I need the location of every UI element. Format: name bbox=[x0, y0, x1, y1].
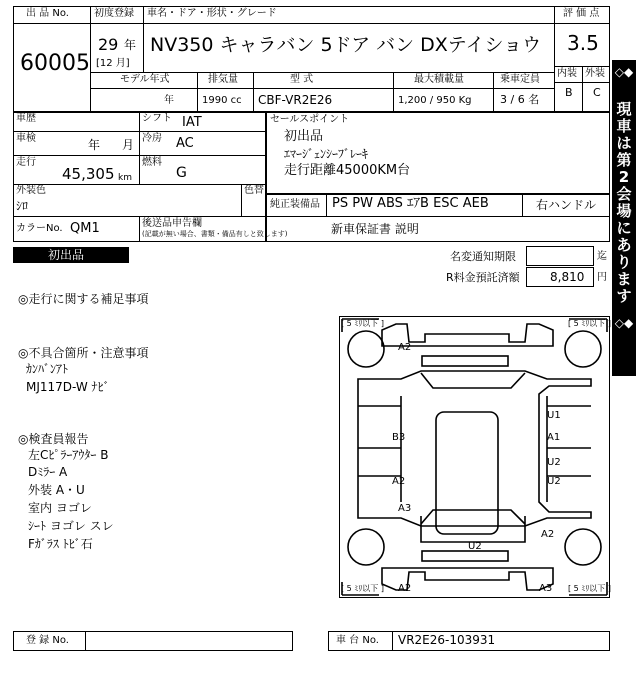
driving-notes-title: ◎走行に関する補足事項 bbox=[18, 292, 149, 306]
lot-label: 出 品 No. bbox=[26, 8, 69, 19]
shift-value: IAT bbox=[182, 115, 202, 130]
sales-point-title: セールスポイント bbox=[270, 114, 350, 125]
inspection-year: 年 bbox=[88, 138, 101, 152]
divider bbox=[493, 72, 494, 112]
sales-point-line: ｴﾏｰｼﾞｪﾝｼｰﾌﾞﾚｰｷ bbox=[284, 147, 369, 161]
defects-title: ◎不具合箇所・注意事項 bbox=[18, 346, 149, 360]
divider bbox=[13, 131, 266, 132]
side-notice-char: ま bbox=[616, 270, 632, 288]
car-name: NV350 キャラバン 5ドア バン DXテイショウ bbox=[150, 34, 542, 56]
damage-mark: U2 bbox=[468, 541, 482, 552]
divider bbox=[241, 184, 242, 216]
reg-year-unit: 年 bbox=[124, 38, 137, 52]
displacement-label: 排気量 bbox=[208, 74, 238, 85]
model-year-value: 年 bbox=[164, 95, 174, 106]
divider bbox=[266, 216, 610, 217]
inspector-line: 室内 ヨゴレ bbox=[28, 501, 92, 515]
side-notice-char: に bbox=[616, 219, 632, 237]
reg-no-label: 登 録 No. bbox=[26, 635, 69, 646]
lot-number: 60005 bbox=[20, 51, 90, 76]
side-notice-char: あ bbox=[616, 236, 632, 254]
tire-depth-top-right: [ 5 ﾐﾘ以下 ] bbox=[568, 319, 611, 328]
recycle-value: 8,810 bbox=[550, 270, 585, 284]
divider bbox=[139, 216, 140, 242]
tire-depth-top-left: [ 5 ﾐﾘ以下 ] bbox=[341, 319, 384, 328]
ext-color-value: ｼﾛ bbox=[16, 199, 29, 213]
capacity-value: 3 / 6 名 bbox=[500, 93, 540, 106]
side-notice-char: 現 bbox=[616, 100, 632, 118]
inspector-line: Fｶﾞﾗｽ ﾄﾋﾞ石 bbox=[28, 537, 93, 551]
exterior-grade: C bbox=[593, 86, 601, 99]
divider bbox=[13, 155, 266, 156]
docs-label: 後送品申告欄 bbox=[142, 218, 202, 229]
inspector-line: 外装 A・U bbox=[28, 483, 85, 497]
inspector-line: 左Cﾋﾟﾗｰｱｳﾀｰ B bbox=[28, 448, 109, 462]
divider bbox=[326, 194, 327, 216]
vehicle-outline bbox=[339, 316, 610, 598]
side-notice-bottom: ◇◆ bbox=[614, 316, 634, 330]
color-change-label: 色替 bbox=[244, 185, 264, 196]
side-notice-top: ◇◆ bbox=[614, 65, 634, 79]
score: 3.5 bbox=[567, 31, 599, 55]
type-label: 型 式 bbox=[290, 74, 314, 85]
side-notice-char: 会 bbox=[616, 185, 632, 203]
inspection-month: 月 bbox=[122, 138, 135, 152]
ac-value: AC bbox=[176, 136, 194, 151]
divider bbox=[143, 6, 144, 72]
divider bbox=[522, 194, 523, 216]
damage-mark: A3 bbox=[539, 583, 553, 594]
side-notice-char: 2 bbox=[618, 168, 630, 186]
chassis-label: 車 台 No. bbox=[336, 635, 379, 646]
score-label: 評 価 点 bbox=[563, 8, 600, 19]
inspector-line: Dﾐﾗｰ A bbox=[28, 465, 68, 479]
damage-mark: A2 bbox=[398, 342, 412, 353]
defects-line: ｶﾝﾊﾞﾝｱﾄ bbox=[26, 362, 69, 376]
side-notice-char: 場 bbox=[616, 202, 632, 220]
steering-side: 右ハンドル bbox=[536, 198, 597, 212]
damage-mark: U1 bbox=[547, 410, 561, 421]
damage-mark: A2 bbox=[392, 476, 406, 487]
car-name-label: 車名・ドア・形状・グレード bbox=[147, 8, 277, 19]
side-notice-char: 車 bbox=[616, 117, 632, 135]
exterior-label: 外装 bbox=[585, 68, 605, 79]
damage-mark: A3 bbox=[398, 503, 412, 514]
divider bbox=[139, 112, 140, 184]
max-load-label: 最大積載量 bbox=[414, 74, 464, 85]
tire-depth-bottom-right: [ 5 ﾐﾘ以下 ] bbox=[568, 584, 611, 593]
ac-label: 冷房 bbox=[142, 133, 162, 144]
color-no-label: カラーNo. bbox=[16, 223, 63, 234]
divider bbox=[13, 184, 266, 185]
inspection-label: 車検 bbox=[16, 133, 36, 144]
damage-mark: B3 bbox=[392, 432, 406, 443]
divider bbox=[554, 23, 610, 24]
interior-label: 内装 bbox=[557, 68, 577, 79]
side-notice-char: り bbox=[616, 253, 632, 271]
divider bbox=[90, 72, 554, 73]
divider bbox=[392, 631, 393, 651]
divider bbox=[197, 72, 198, 112]
name-change-suffix: 迄 bbox=[597, 251, 607, 262]
model-year-label: モデル年式 bbox=[120, 74, 170, 85]
divider bbox=[554, 6, 555, 112]
history-label: 車歴 bbox=[16, 113, 36, 124]
fuel-value: G bbox=[176, 165, 187, 181]
docs-note: (記載が無い場合、書類・備品有しと致します) bbox=[142, 230, 288, 238]
mileage-unit: km bbox=[118, 173, 132, 183]
damage-mark: U2 bbox=[547, 457, 561, 468]
color-no-value: QM1 bbox=[70, 221, 100, 236]
displacement-value: 1990 cc bbox=[202, 95, 242, 106]
mileage-label: 走行 bbox=[16, 157, 36, 168]
divider bbox=[393, 72, 394, 112]
side-notice-banner bbox=[612, 60, 636, 376]
inspector-title: ◎検査員報告 bbox=[18, 432, 89, 446]
divider bbox=[253, 72, 254, 112]
sales-point-line: 走行距離45000KM台 bbox=[284, 163, 411, 178]
chassis-number: VR2E26-103931 bbox=[398, 633, 496, 647]
recycle-label: R料金預託済額 bbox=[446, 271, 520, 284]
divider bbox=[90, 6, 91, 112]
fuel-label: 燃料 bbox=[142, 157, 162, 168]
interior-grade: B bbox=[565, 86, 573, 99]
sales-point-line: 初出品 bbox=[284, 129, 324, 144]
first-listing-label: 初出品 bbox=[48, 248, 85, 262]
capacity-label: 乗車定員 bbox=[500, 74, 540, 85]
name-change-box bbox=[526, 246, 594, 266]
divider bbox=[13, 23, 90, 24]
type-value: CBF-VR2E26 bbox=[258, 93, 333, 107]
divider bbox=[85, 631, 86, 651]
damage-mark: A1 bbox=[547, 432, 561, 443]
genuine-equipment-label: 純正装備品 bbox=[270, 199, 320, 210]
mileage-value: 45,305 bbox=[62, 165, 115, 183]
damage-mark: A2 bbox=[398, 583, 412, 594]
side-notice-char: 第 bbox=[616, 151, 632, 169]
side-notice-char: は bbox=[616, 134, 632, 152]
reg-month: [12 月] bbox=[96, 58, 130, 69]
warranty-info: 新車保証書 説明 bbox=[331, 222, 419, 236]
divider bbox=[582, 66, 583, 112]
ext-color-label: 外装色 bbox=[16, 185, 46, 196]
recycle-suffix: 円 bbox=[597, 272, 607, 283]
divider bbox=[554, 82, 610, 83]
divider bbox=[90, 88, 554, 89]
damage-mark: U2 bbox=[547, 476, 561, 487]
defects-line: MJ117D-W ﾅﾋﾞ bbox=[26, 380, 110, 394]
shift-label: シフト bbox=[142, 113, 172, 124]
max-load-value: 1,200 / 950 Kg bbox=[398, 95, 472, 106]
reg-year: 29 bbox=[98, 35, 119, 54]
first-reg-label: 初度登録 bbox=[94, 8, 134, 19]
inspector-line: ｼｰﾄ ヨゴレ スレ bbox=[28, 519, 114, 533]
divider bbox=[90, 23, 554, 24]
name-change-label: 名変通知期限 bbox=[450, 250, 516, 263]
damage-mark: A2 bbox=[541, 529, 555, 540]
tire-depth-bottom-left: [ 5 ﾐﾘ以下 ] bbox=[341, 584, 384, 593]
genuine-equipment-items: PS PW ABS ｴｱB ESC AEB bbox=[332, 196, 489, 211]
side-notice-char: す bbox=[616, 287, 632, 305]
